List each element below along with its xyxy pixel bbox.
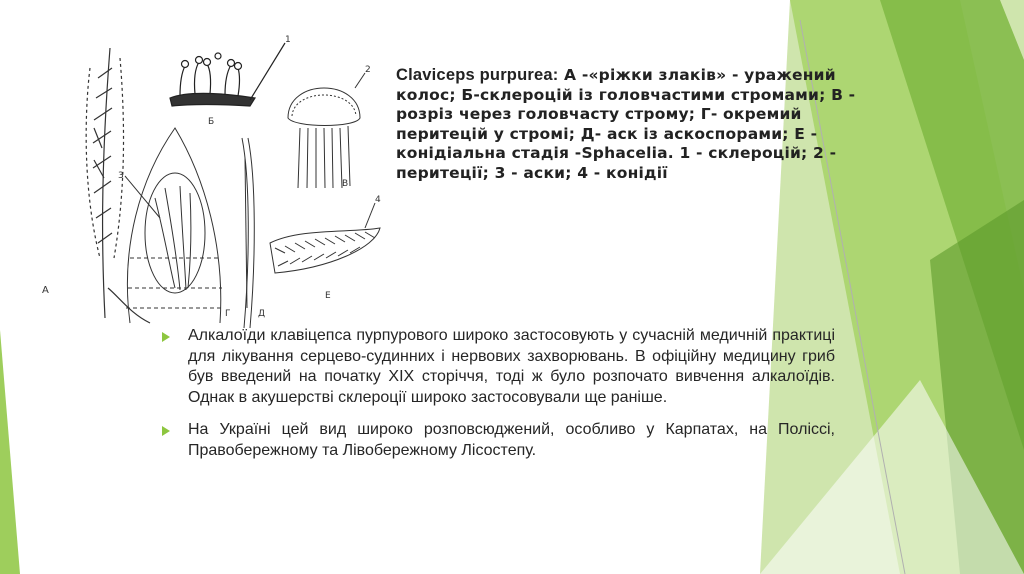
triangle-bullet-icon: [162, 332, 170, 342]
figure-e-conidia: [270, 203, 380, 273]
figure-label-v: В: [342, 179, 349, 189]
figure-caption: [396, 66, 896, 183]
figure-label-e: Е: [325, 291, 331, 301]
figure-label-n4: 4: [375, 195, 381, 205]
figure-label-g: Г: [225, 309, 231, 319]
bullet-item-alkaloids: [160, 326, 835, 408]
figure-v-section: [288, 73, 365, 188]
bg-shape-left-green: [0, 330, 20, 574]
triangle-bullet-icon: [162, 426, 170, 436]
bullet-text-distribution: На Україні цей вид широко розповсюджений, особливо у Карпатах, на Поліссі, Правобережному та Лівобережному Лісостепу.: [188, 421, 835, 459]
figure-label-a: А: [42, 285, 49, 296]
bullet-text-alkaloids: Алкалоїди клавіцепса пурпурового широко застосовують у сучасній медичній практиці для лікування серцево-судинних і нервових захворювань. В офіційну медицину гриб був введений на початку ХІХ сторіччя, тоді ж було розпочато вивчення алкалоїдів. Однак в акушерстві склероції широко застосовували ще раніше.: [188, 327, 835, 406]
claviceps-illustration: [30, 28, 395, 328]
caption-latin-name: Claviceps purpurea:: [396, 66, 559, 84]
bullet-list: [160, 326, 835, 473]
figure-a-ear: [86, 48, 150, 323]
figure-g-perithecium: [125, 128, 224, 323]
caption-text: А -«ріжки злаків» - уражений колос; Б-склероцій із головчастими стромами; В - розріз через головчасту строму; Г- окремий перитецій у стромі; Д- аск із аскоспорами; Е - конідіальна стадія -Sphacelia. 1 - склероцій; 2 - перитеції; 3 - аски; 4 - конідії: [396, 66, 856, 182]
figure-label-n2: 2: [365, 65, 371, 75]
bullet-item-distribution: [160, 420, 835, 461]
figure-label-n1: 1: [285, 35, 291, 45]
figure-d-ascus: [242, 138, 254, 328]
figure-label-b: Б: [208, 117, 215, 127]
figure-b-sclerotium: [170, 43, 285, 106]
figure-label-d: Д: [258, 309, 266, 319]
figure-label-n3: 3: [118, 171, 124, 181]
